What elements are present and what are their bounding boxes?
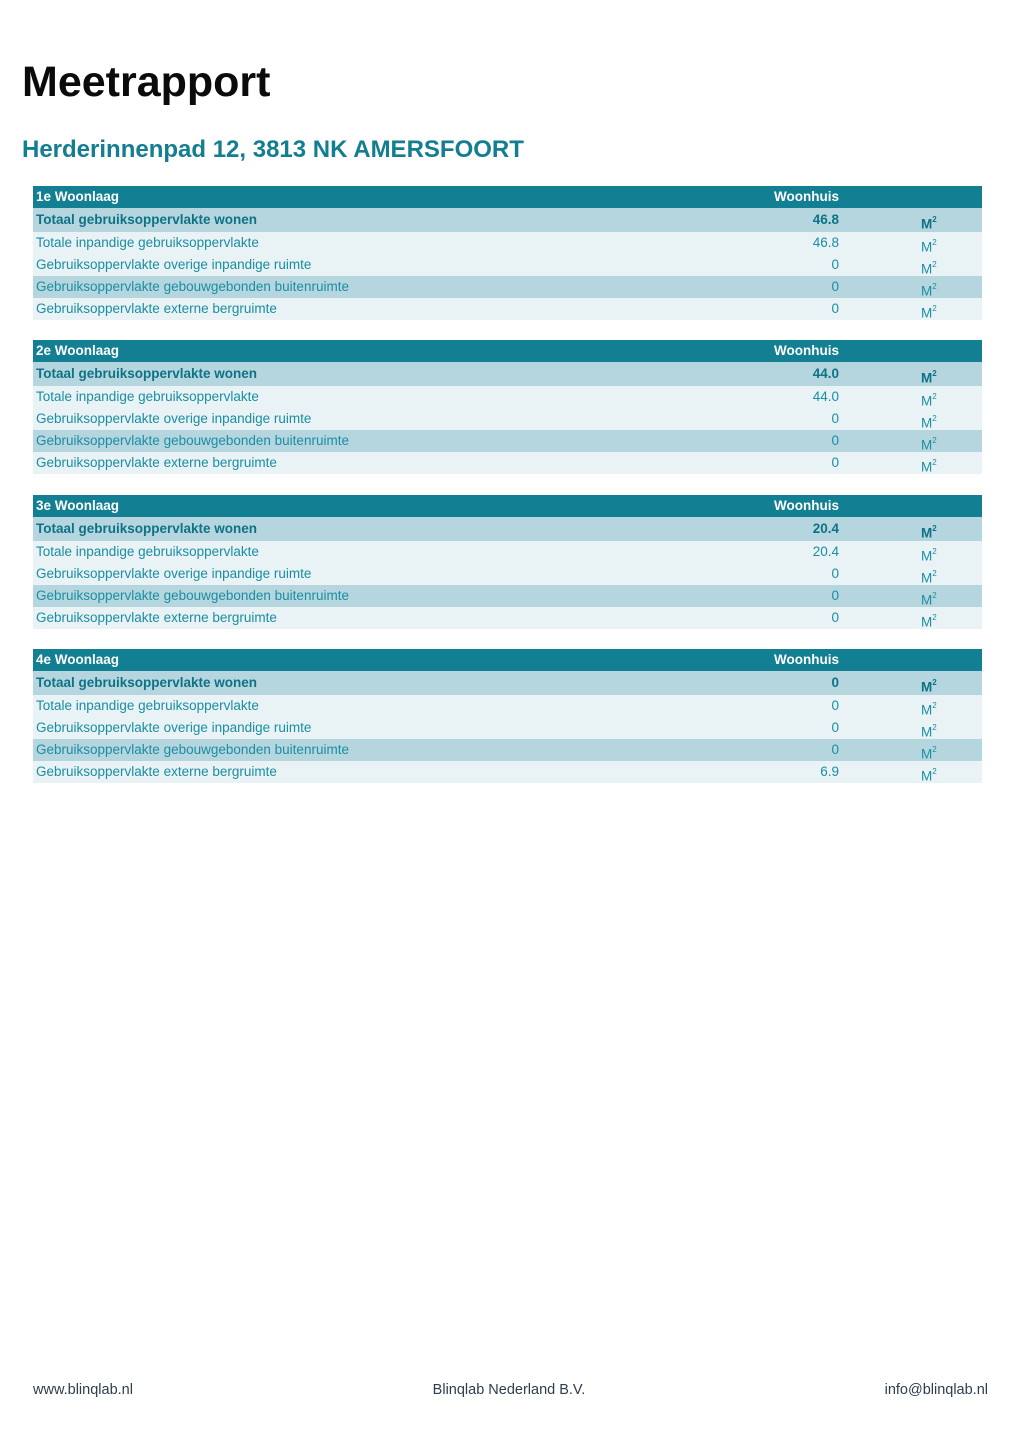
row-label: Gebruiksoppervlakte externe bergruimte (36, 610, 277, 625)
unit-exponent: 2 (932, 260, 937, 269)
column-heading: Woonhuis (774, 189, 839, 204)
row-label: Gebruiksoppervlakte gebouwgebonden buitenruimte (36, 742, 349, 757)
row-value: 0 (831, 279, 839, 294)
row-label: Gebruiksoppervlakte externe bergruimte (36, 301, 277, 316)
row-label: Gebruiksoppervlakte gebouwgebonden buitenruimte (36, 433, 349, 448)
unit-base: M (921, 724, 933, 740)
unit-label (921, 453, 937, 479)
row-label: Gebruiksoppervlakte overige inpandige ruimte (36, 411, 312, 426)
unit-exponent: 2 (932, 392, 937, 401)
address-heading: Herderinnenpad 12, 3813 NK AMERSFOORT (22, 136, 524, 163)
row-value: 0 (831, 610, 839, 625)
row-value: 20.4 (812, 521, 839, 536)
row-value: 46.8 (812, 235, 839, 250)
row-value: 0 (831, 720, 839, 735)
table-header-row (33, 186, 982, 208)
unit-exponent: 2 (932, 458, 937, 467)
unit-base: M (921, 393, 933, 409)
unit-exponent: 2 (932, 238, 937, 247)
unit-exponent: 2 (932, 369, 937, 378)
row-value: 0 (831, 301, 839, 316)
column-heading: Woonhuis (774, 343, 839, 358)
row-label: Gebruiksoppervlakte gebouwgebonden buitenruimte (36, 588, 349, 603)
table-row (33, 739, 982, 761)
row-value: 0 (831, 433, 839, 448)
table-row (33, 563, 982, 585)
unit-exponent: 2 (932, 414, 937, 423)
row-label: Gebruiksoppervlakte overige inpandige ruimte (36, 720, 312, 735)
row-label: Totale inpandige gebruiksoppervlakte (36, 235, 259, 250)
total-row (33, 362, 982, 386)
floor-heading: 3e Woonlaag (36, 498, 120, 513)
row-label: Gebruiksoppervlakte externe bergruimte (36, 455, 277, 470)
row-label: Totale inpandige gebruiksoppervlakte (36, 544, 259, 559)
table-row (33, 254, 982, 276)
footer-email[interactable]: info@blinqlab.nl (884, 1382, 988, 1398)
unit-base: M (921, 746, 933, 762)
table-row (33, 717, 982, 739)
unit-base: M (921, 768, 933, 784)
table-row (33, 541, 982, 563)
floor-table (33, 340, 982, 474)
table-row (33, 761, 982, 783)
row-value: 0 (831, 455, 839, 470)
total-row (33, 208, 982, 232)
floor-table (33, 186, 982, 320)
column-heading: Woonhuis (774, 652, 839, 667)
row-label: Totaal gebruiksoppervlakte wonen (36, 521, 258, 536)
unit-base: M (921, 216, 933, 232)
row-label: Totale inpandige gebruiksoppervlakte (36, 389, 259, 404)
unit-base: M (921, 305, 933, 321)
floor-table (33, 495, 982, 629)
floor-table (33, 649, 982, 783)
row-value: 44.0 (812, 389, 839, 404)
unit-exponent: 2 (932, 613, 937, 622)
unit-base: M (921, 261, 933, 277)
table-row (33, 276, 982, 298)
unit-label (921, 762, 937, 788)
unit-label (921, 608, 937, 634)
unit-label (921, 299, 937, 325)
unit-exponent: 2 (932, 436, 937, 445)
row-label: Totaal gebruiksoppervlakte wonen (36, 212, 258, 227)
unit-base: M (921, 592, 933, 608)
unit-base: M (921, 548, 933, 564)
unit-base: M (921, 570, 933, 586)
unit-base: M (921, 415, 933, 431)
unit-exponent: 2 (932, 591, 937, 600)
table-row (33, 452, 982, 474)
table-header-row (33, 340, 982, 362)
row-value: 0 (831, 675, 839, 690)
table-row (33, 232, 982, 254)
table-row (33, 585, 982, 607)
row-value: 0 (831, 698, 839, 713)
total-row (33, 671, 982, 695)
row-value: 0 (831, 566, 839, 581)
table-header-row (33, 495, 982, 517)
footer-company: Blinqlab Nederland B.V. (432, 1382, 586, 1398)
unit-base: M (921, 239, 933, 255)
unit-exponent: 2 (932, 215, 937, 224)
table-row (33, 607, 982, 629)
table-header-row (33, 649, 982, 671)
row-label: Totaal gebruiksoppervlakte wonen (36, 366, 258, 381)
unit-exponent: 2 (932, 767, 937, 776)
unit-exponent: 2 (932, 745, 937, 754)
table-row (33, 430, 982, 452)
row-value: 0 (831, 257, 839, 272)
row-value: 46.8 (812, 212, 839, 227)
unit-base: M (921, 702, 933, 718)
unit-exponent: 2 (932, 547, 937, 556)
unit-base: M (921, 283, 933, 299)
row-value: 0 (831, 742, 839, 757)
footer-website[interactable]: www.blinqlab.nl (33, 1382, 133, 1398)
row-value: 44.0 (812, 366, 839, 381)
unit-exponent: 2 (932, 524, 937, 533)
row-value: 20.4 (812, 544, 839, 559)
unit-base: M (921, 525, 933, 541)
table-row (33, 695, 982, 717)
unit-exponent: 2 (932, 569, 937, 578)
unit-exponent: 2 (932, 304, 937, 313)
unit-base: M (921, 679, 933, 695)
table-row (33, 408, 982, 430)
table-row (33, 386, 982, 408)
row-label: Gebruiksoppervlakte gebouwgebonden buitenruimte (36, 279, 349, 294)
floor-heading: 2e Woonlaag (36, 343, 120, 358)
unit-base: M (921, 614, 933, 630)
column-heading: Woonhuis (774, 498, 839, 513)
row-value: 0 (831, 411, 839, 426)
row-label: Gebruiksoppervlakte overige inpandige ruimte (36, 566, 312, 581)
unit-base: M (921, 437, 933, 453)
row-value: 6.9 (820, 764, 839, 779)
unit-exponent: 2 (932, 723, 937, 732)
page-title: Meetrapport (22, 58, 271, 106)
total-row (33, 517, 982, 541)
row-label: Gebruiksoppervlakte externe bergruimte (36, 764, 277, 779)
unit-exponent: 2 (932, 282, 937, 291)
unit-base: M (921, 459, 933, 475)
table-row (33, 298, 982, 320)
row-label: Totale inpandige gebruiksoppervlakte (36, 698, 259, 713)
row-label: Gebruiksoppervlakte overige inpandige ruimte (36, 257, 312, 272)
unit-exponent: 2 (932, 678, 937, 687)
row-label: Totaal gebruiksoppervlakte wonen (36, 675, 258, 690)
floor-heading: 1e Woonlaag (36, 189, 120, 204)
unit-base: M (921, 370, 933, 386)
row-value: 0 (831, 588, 839, 603)
unit-exponent: 2 (932, 701, 937, 710)
floor-heading: 4e Woonlaag (36, 652, 120, 667)
